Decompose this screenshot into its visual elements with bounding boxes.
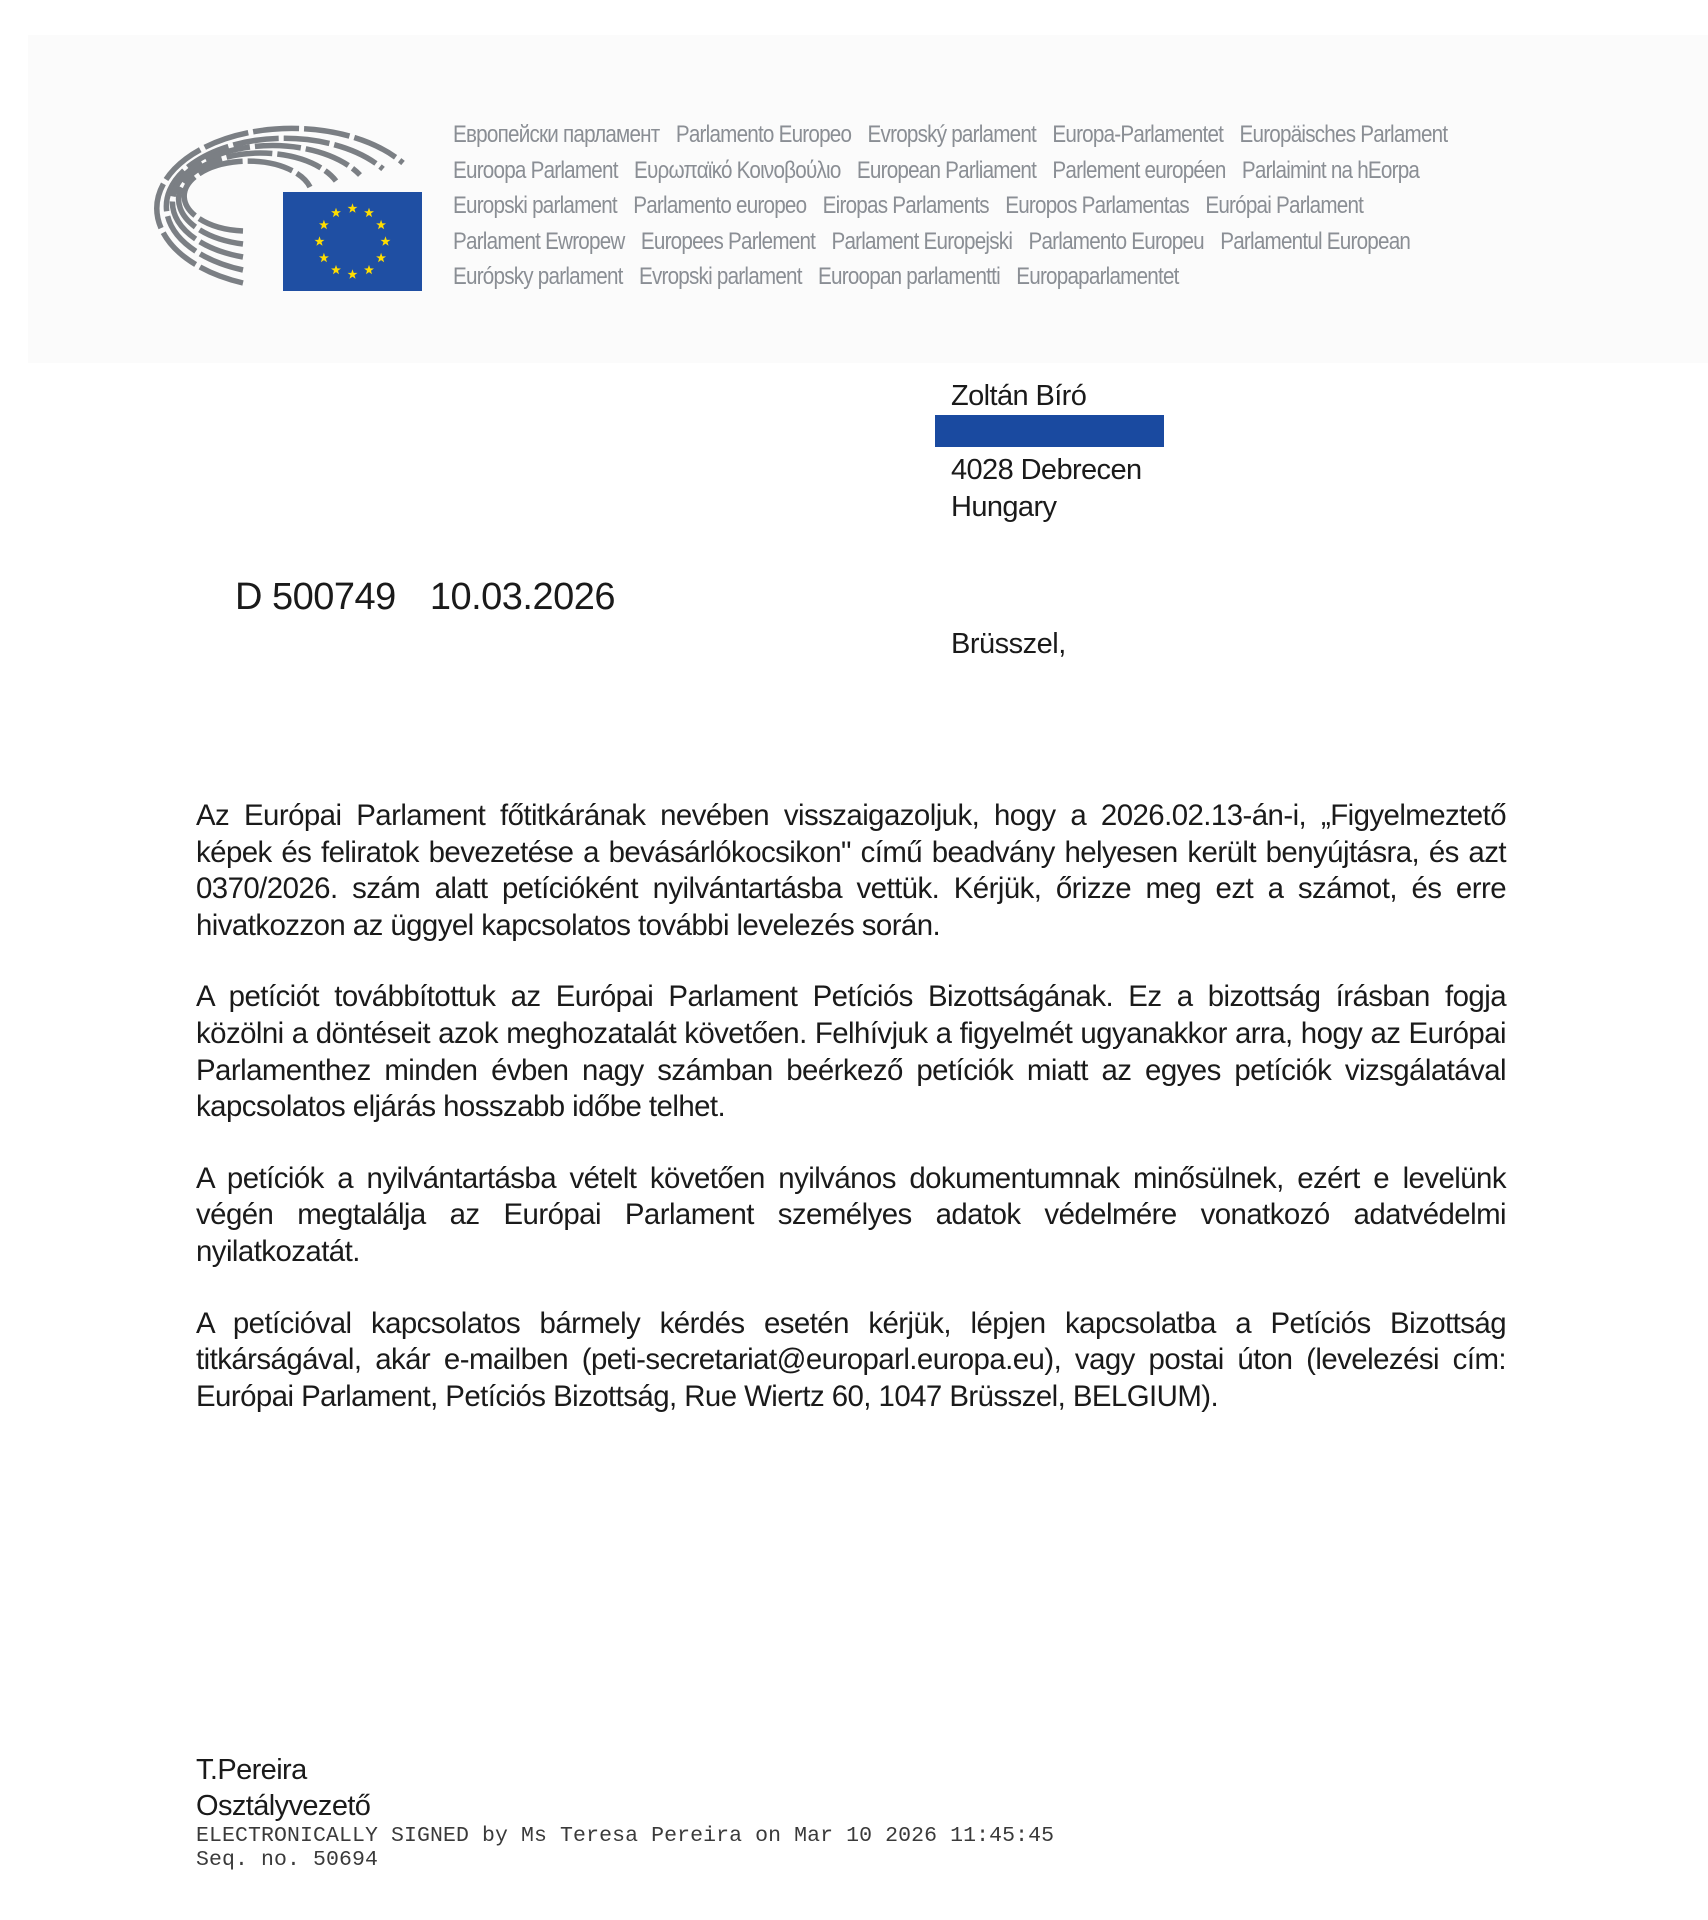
- institution-name: Europos Parlamentas: [1005, 192, 1189, 219]
- institution-name: European Parliament: [856, 156, 1037, 184]
- institution-name: Eiropas Parlaments: [822, 192, 989, 219]
- institution-name: Parlamento Europeu: [1028, 227, 1204, 255]
- document-date: 10.03.2026: [429, 576, 615, 618]
- institution-name: Parlamento europeo: [633, 192, 807, 219]
- institution-name: Europäisches Parlament: [1239, 121, 1448, 148]
- institution-names: [453, 117, 1511, 295]
- institution-name: Европейски парламент: [453, 121, 660, 148]
- institution-name: Parlamento Europeo: [675, 121, 852, 148]
- institution-name: Europski parlament: [453, 192, 617, 219]
- body-paragraph: A petícióval kapcsolatos bármely kérdés esetén kérjük, lépjen kapcsolatba a Petíciós Bizottság titkárságával, akár e-mailben (peti-secretariat@europarl.europa.eu), vagy postai úton (levelezési cím: Európai Parlament, Petíciós Bizottság, Rue Wiertz 60, 1047 Brüsszel, BELGIUM).: [196, 1306, 1506, 1413]
- signatory-title: Osztályvezető: [196, 1790, 371, 1822]
- letter-body: [196, 798, 1506, 1450]
- institution-name: Parlament Europejski: [831, 227, 1013, 255]
- institution-name: Evropski parlament: [638, 263, 802, 290]
- institution-name: Europa-Parlamentet: [1052, 121, 1224, 148]
- redaction-box: [935, 415, 1164, 447]
- names-row: [453, 188, 1511, 224]
- recipient-country: Hungary: [951, 491, 1057, 523]
- names-row: [453, 153, 1511, 189]
- body-paragraph: Az Európai Parlament főtitkárának nevében visszaigazoljuk, hogy a 2026.02.13-án-i, „Figyelmeztető képek és feliratok bevezetése a bevásárlókocsikon" című beadvány helyesen került benyújtásra, és azt 0370/2026. szám alatt petícióként nyilvántartásba vettük. Kérjük, őrizze meg ezt a számot, és erre hivatkozzon az üggyel kapcsolatos további levelezés során.: [196, 799, 1506, 942]
- signatory-name: T.Pereira: [196, 1754, 307, 1786]
- institution-name: Európsky parlament: [453, 263, 623, 290]
- institution-name: Parlament Ewropew: [453, 227, 625, 255]
- electronic-signature: ELECTRONICALLY SIGNED by Ms Teresa Pereira on Mar 10 2026 11:45:45: [196, 1824, 1055, 1848]
- european-parliament-logo: [98, 105, 422, 291]
- institution-name: Europees Parlement: [640, 227, 816, 255]
- institution-name: Evropský parlament: [867, 121, 1037, 148]
- institution-name: Parlamentul European: [1220, 227, 1411, 255]
- institution-name: Európai Parlament: [1205, 192, 1364, 219]
- eu-flag-icon: [283, 192, 422, 291]
- sequence-number: Seq. no. 50694: [196, 1848, 379, 1872]
- body-paragraph: A petíciót továbbítottuk az Európai Parlament Petíciós Bizottságának. Ez a bizottság írásban fogja közölni a döntéseit azok meghozatalát követően. Felhívjuk a figyelmét ugyanakkor arra, hogy az Európai Parlamenthez minden évben nagy számban beérkező petíciók miatt az egyes petíciók vizsgálatával kapcsolatos eljárás hosszabb időbe telhet.: [196, 980, 1506, 1124]
- institution-name: Parlement européen: [1052, 156, 1226, 184]
- place-line: Brüsszel,: [951, 628, 1066, 660]
- signature-block: [196, 1752, 1054, 1872]
- recipient-city: 4028 Debrecen: [951, 454, 1142, 486]
- names-row: [453, 117, 1511, 153]
- names-row: [453, 259, 1511, 295]
- body-paragraph: A petíciók a nyilvántartásba vételt követően nyilvános dokumentumnak minősülnek, ezért e levelünk végén megtalálja az Európai Parlament személyes adatok védelmére vonatkozó adatvédelmi nyilatkozatát.: [196, 1161, 1506, 1268]
- institution-name: Ευρωπαϊκό Κοινοβούλιο: [634, 156, 841, 184]
- names-row: [453, 224, 1511, 260]
- document-number: D 500749: [235, 576, 396, 618]
- recipient-name: Zoltán Bíró: [951, 380, 1087, 412]
- institution-name: Euroopan parlamentti: [818, 263, 1000, 290]
- institution-name: Parlaimint na hEorpa: [1241, 156, 1420, 184]
- institution-name: Euroopa Parlament: [453, 156, 618, 184]
- institution-name: Europaparlamentet: [1016, 263, 1179, 290]
- document-reference: [235, 576, 615, 619]
- recipient-address: [951, 378, 1142, 526]
